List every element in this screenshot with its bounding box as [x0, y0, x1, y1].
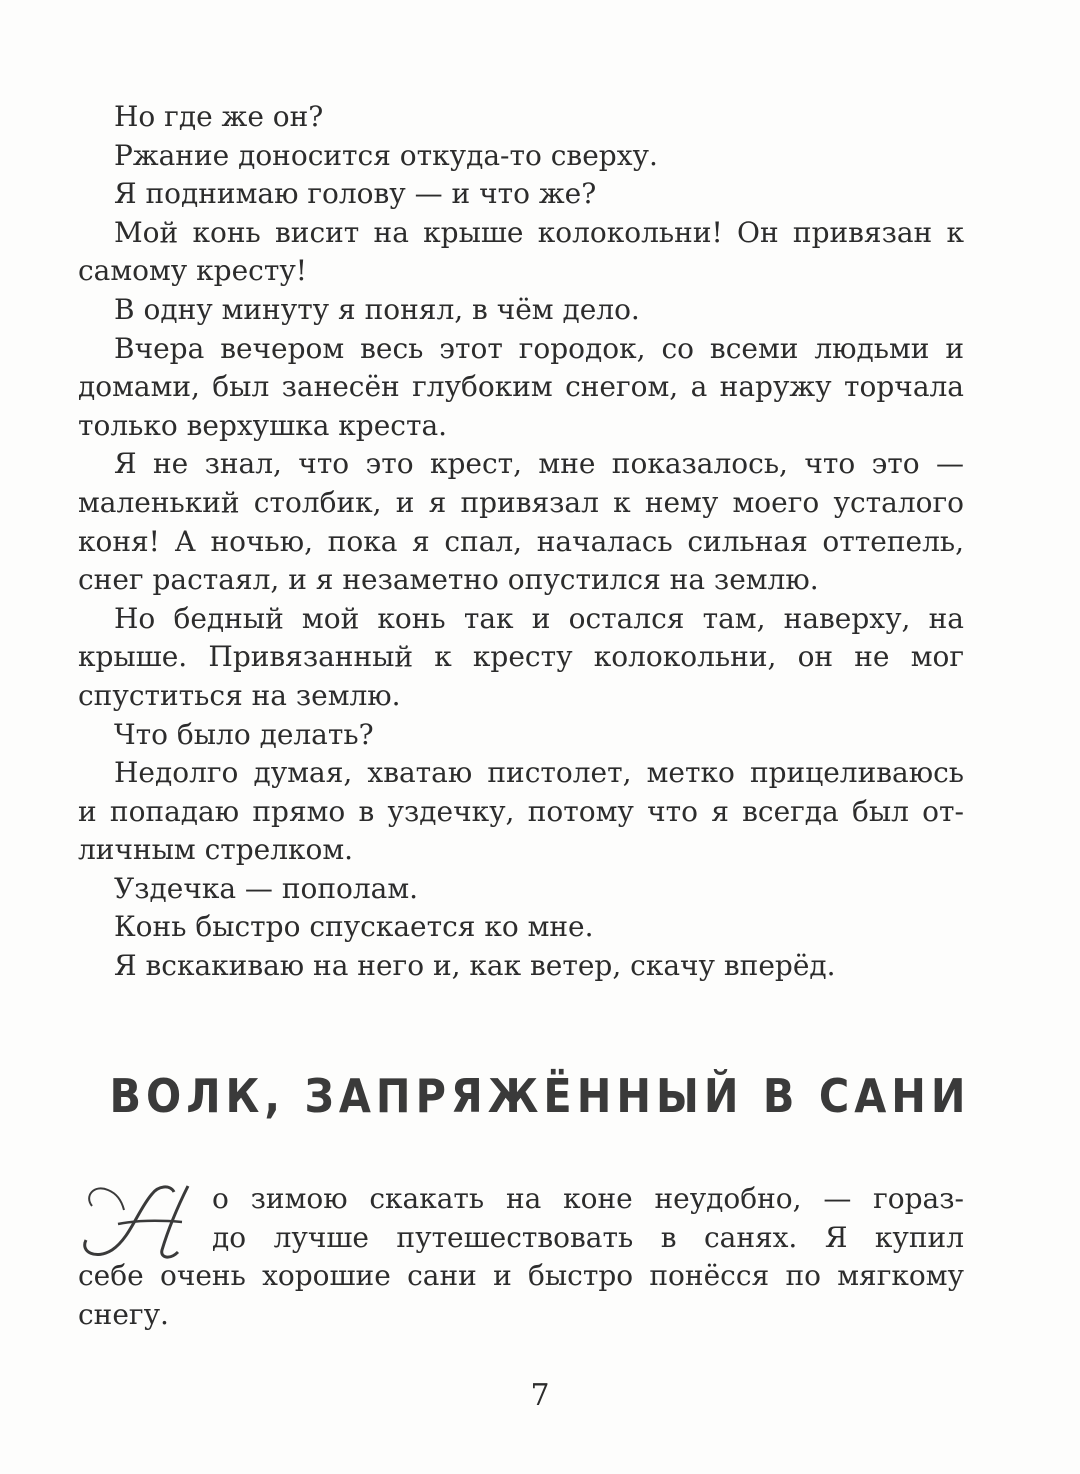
paragraph-line: коня! А ночью, пока я спал, началась сильная оттепель,	[78, 524, 964, 558]
paragraph-line: Я не знал, что это крест, мне показалось, что это —	[114, 447, 964, 481]
paragraph-line: Уздечка — пополам.	[114, 871, 419, 905]
paragraph-line: В одну минуту я понял, в чём дело.	[114, 292, 640, 326]
paragraph-line: Недолго думая, хватаю пистолет, метко прицеливаюсь	[114, 756, 964, 790]
paragraph-line: маленький столбик, и я привязал к нему моего усталого	[78, 485, 964, 519]
drop-cap-flourish-icon	[78, 1180, 212, 1262]
drop-cap	[78, 1180, 208, 1260]
paragraph-line: Мой конь висит на крыше колокольни! Он привязан к	[114, 215, 964, 249]
paragraph-line: спуститься на землю.	[78, 678, 401, 712]
paragraph-line: снег растаял, и я незаметно опустился на землю.	[78, 563, 819, 597]
chapter-line: снегу.	[78, 1297, 169, 1331]
chapter-line: о зимою скакать на коне неудобно, — гораз-	[212, 1182, 964, 1215]
paragraph-line: и попадаю прямо в уздечку, потому что я всегда был от-	[78, 794, 964, 828]
chapter-opening	[78, 1180, 964, 1334]
paragraph-line: только верхушка креста.	[78, 408, 448, 442]
story-text	[78, 98, 964, 986]
chapter-title: ВОЛК, ЗАПРЯЖЁННЫЙ В САНИ	[109, 1069, 971, 1123]
paragraph-line: Я поднимаю голову — и что же?	[114, 177, 597, 211]
page-number: 7	[530, 1378, 550, 1413]
paragraph-line: Ржание доносится откуда-то сверху.	[114, 138, 658, 172]
chapter-line: до лучше путешествовать в санях. Я купил	[212, 1220, 964, 1254]
paragraph-line: Я вскакиваю на него и, как ветер, скачу вперёд.	[114, 949, 836, 983]
paragraph-line: Вчера вечером весь этот городок, со всеми людьми и	[114, 331, 964, 365]
paragraph-line: домами, был занесён глубоким снегом, а наружу торчала	[78, 370, 964, 404]
paragraph-line: Но бедный мой конь так и остался там, наверху, на	[114, 601, 964, 635]
paragraph-line: крыше. Привязанный к кресту колокольни, он не мог	[78, 640, 964, 674]
paragraph-line: Конь быстро спускается ко мне.	[114, 910, 594, 944]
paragraph-line: личным стрелком.	[78, 833, 354, 867]
paragraph-line: Но где же он?	[114, 100, 324, 133]
chapter-line: себе очень хорошие сани и быстро понёсся по мягкому	[78, 1259, 964, 1293]
paragraph-line: самому кресту!	[78, 254, 308, 288]
paragraph-line: Что было делать?	[114, 717, 374, 751]
